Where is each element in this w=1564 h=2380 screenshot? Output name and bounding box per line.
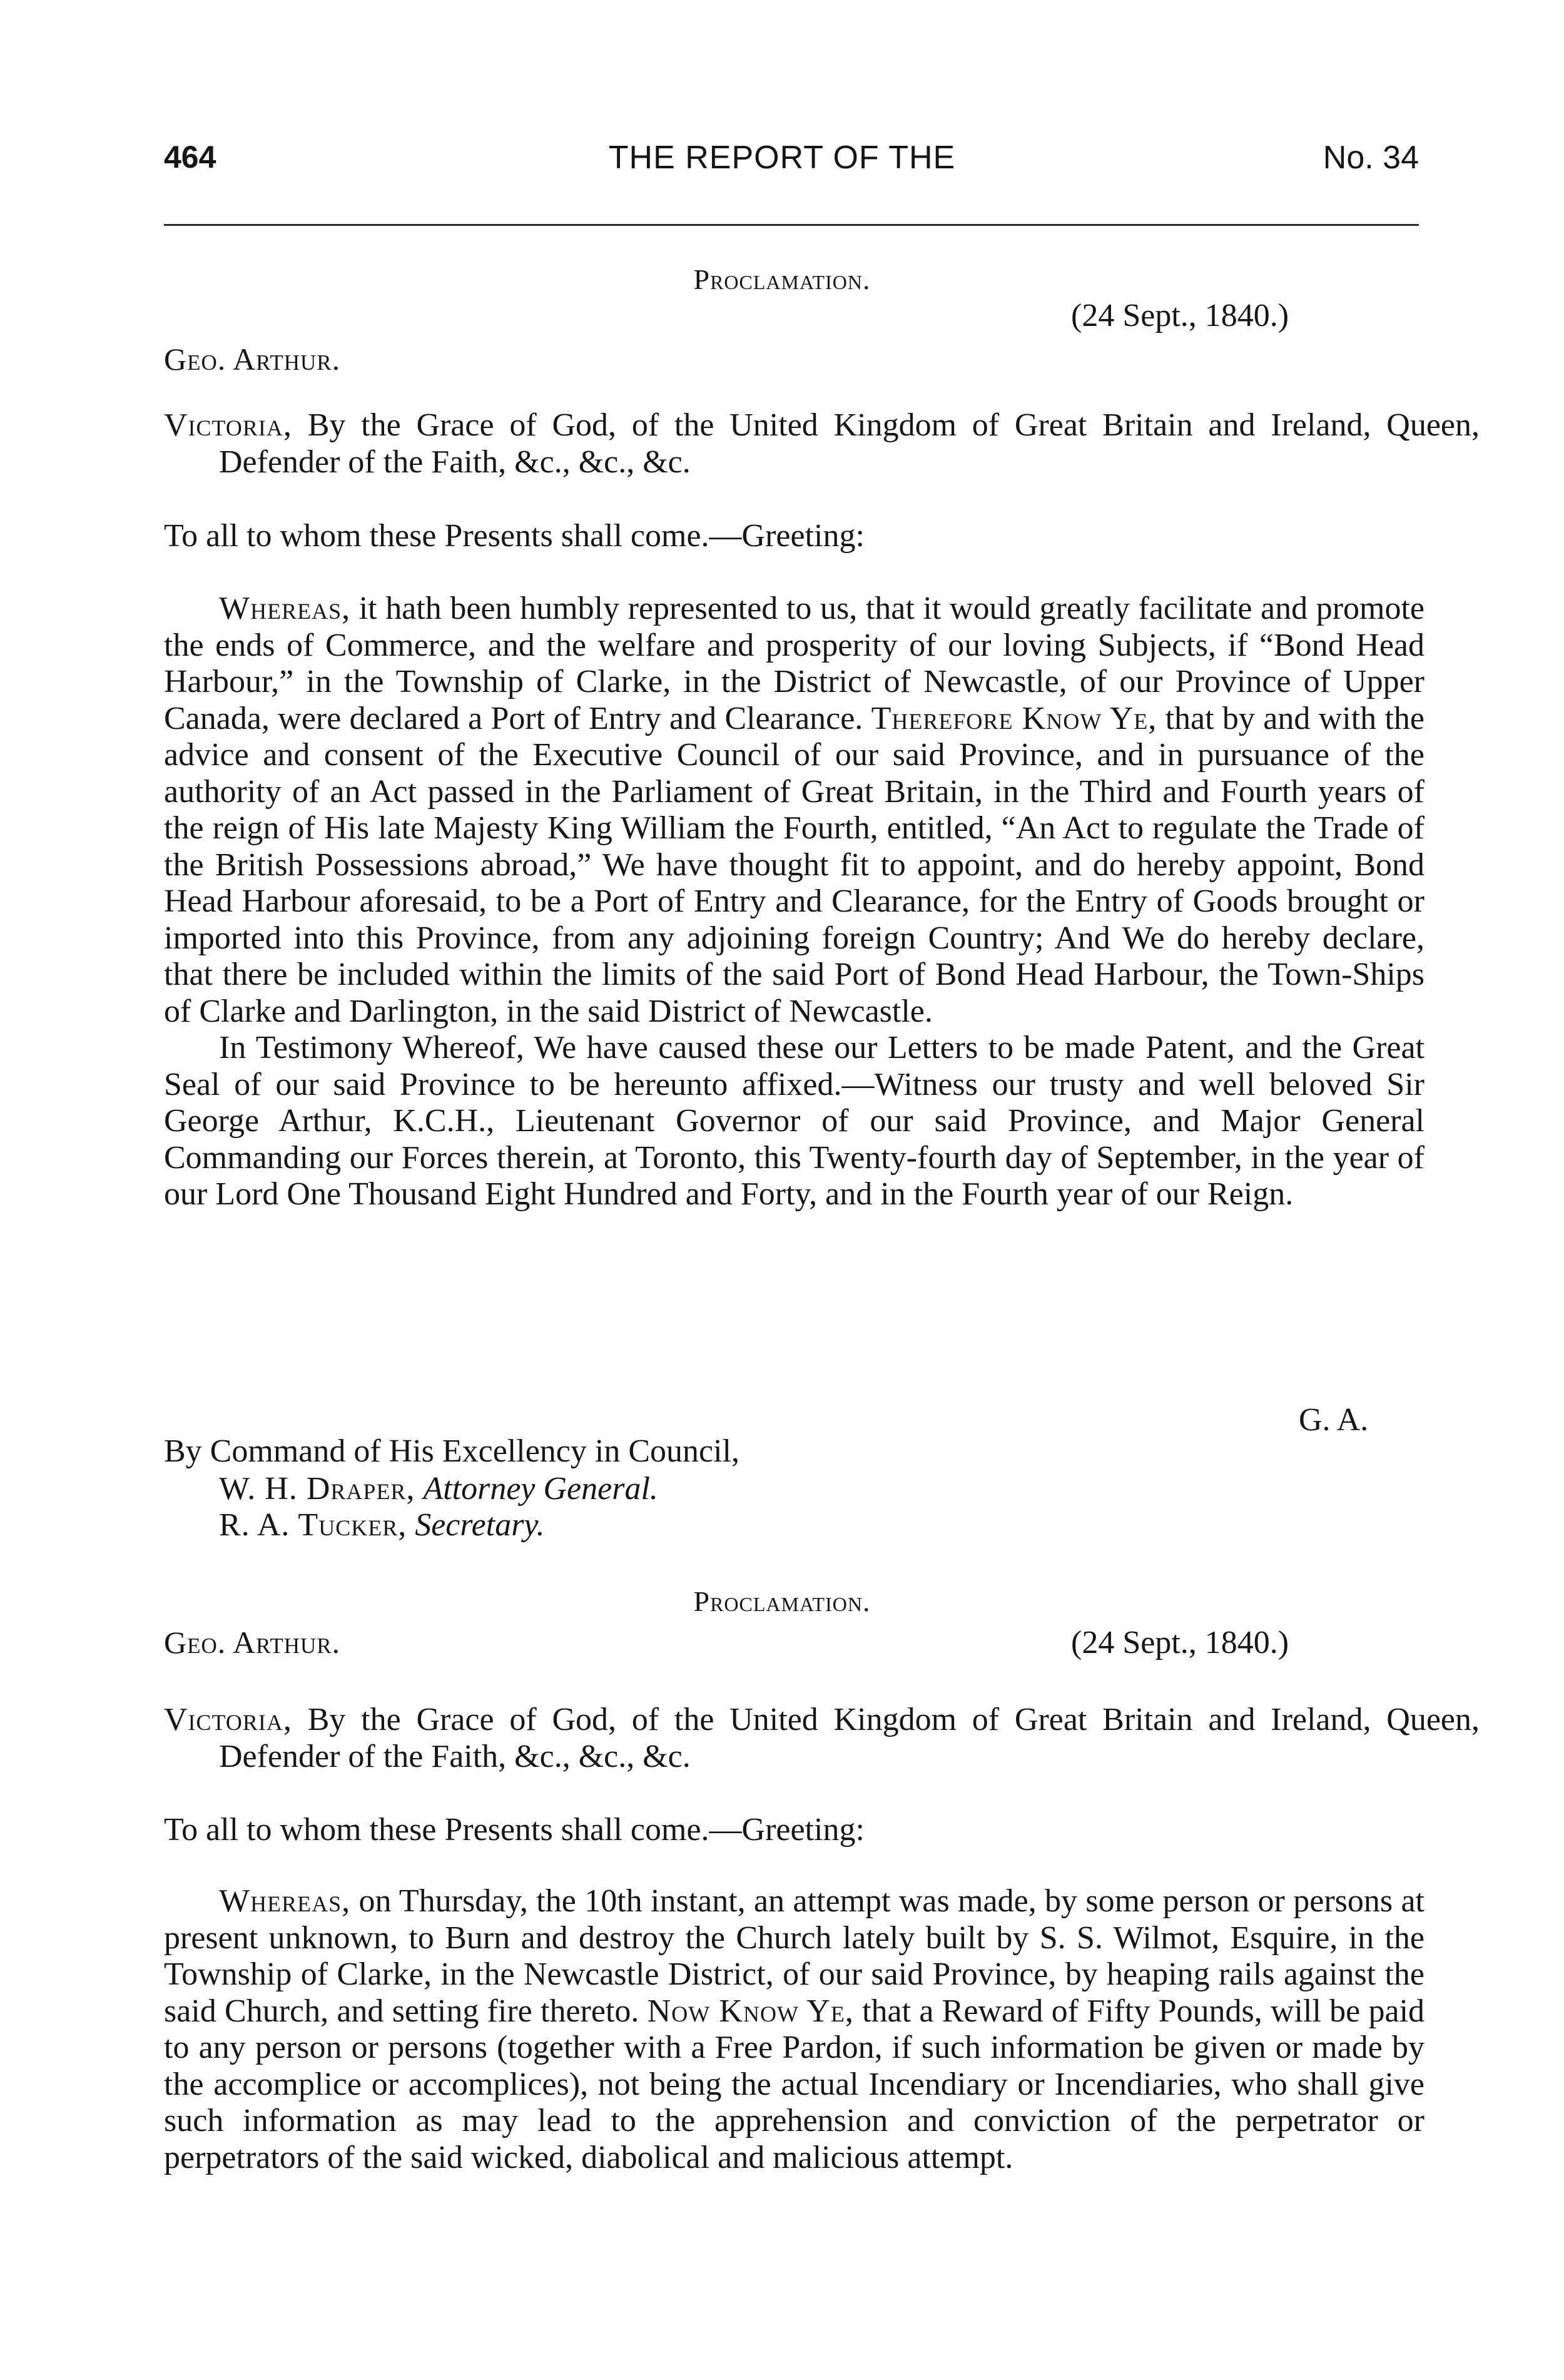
proclamation-2-date: (24 Sept., 1840.) — [1071, 1625, 1289, 1660]
proclamation-1-date: (24 Sept., 1840.) — [1071, 298, 1289, 333]
proclamation-1-heading: Proclamation. — [693, 263, 871, 295]
whereas-lead: Whereas, — [219, 591, 351, 626]
proclamation-2-signer: Geo. Arthur. — [164, 1625, 341, 1660]
whereas-lead: Whereas, — [219, 1883, 351, 1919]
proclamation-2-greeting: To all to whom these Presents shall come.—Greeting: — [164, 1812, 865, 1848]
royal-style-lead: Victoria, — [164, 1702, 292, 1737]
proclamation-1-signature-1 — [219, 1470, 658, 1507]
signature-1-title: Attorney General. — [423, 1471, 658, 1507]
whereas-text-b: that a Reward of Fifty Pounds, will be paid to any person or persons (together with a Free Pardon, if such information be given or made by the accomplice or accomplices), not being the actual Incendiary or Incendiaries, who shall give such information as may lead to the apprehension and conviction of the perpetrator or perpetrators of the said wicked, diabolical and malicious attempt. — [164, 1993, 1425, 2175]
proclamation-1-signer: Geo. Arthur. — [164, 342, 341, 377]
proclamation-1-body — [164, 591, 1424, 1213]
document-number: No. 34 — [1323, 140, 1419, 176]
header-rule — [164, 224, 1419, 226]
proclamation-1-royal-style — [164, 407, 1480, 481]
whereas-text-a: it hath been humbly represented to us, that it would greatly facilitate and promote the ends of Commerce, and the welfare and prosperity of our loving Subjects, if “Bond Head Harbour,” in the Township of Clarke, in the District of Newcastle, of our Province of Upper Canada, were declared a Port of Entry and Clearance. — [164, 591, 1425, 736]
proclamation-2-royal-style — [164, 1702, 1480, 1775]
signature-2-title: Secretary. — [415, 1507, 545, 1543]
page-number: 464 — [164, 140, 216, 175]
proclamation-2-heading: Proclamation. — [693, 1585, 871, 1617]
proclamation-1-greeting: To all to whom these Presents shall come.—Greeting: — [164, 518, 865, 554]
testimony-paragraph: In Testimony Whereof, We have caused these our Letters to be made Patent, and the Great Seal of our said Province to be hereunto affixed.—Witness our trusty and well beloved Sir George Arthur, K.C.H., Lieutenant Governor of our said Province, and Major General Commanding our Forces therein, at Toronto, this Twenty-fourth day of September, in the year of our Lord One Thousand Eight Hundred and Forty, and in the Fourth year of our Reign. — [164, 1030, 1424, 1212]
proclamation-1-command: By Command of His Excellency in Council, — [164, 1433, 739, 1469]
whereas-text-a: on Thursday, the 10th instant, an attempt was made, by some person or persons at present unknown, to Burn and destroy the Church lately built by S. S. Wilmot, Esquire, in the Township of Clarke, in the Newcastle District, of our said Province, by heaping rails against the said Church, and setting fire thereto. — [164, 1883, 1425, 2029]
signature-1-name: W. H. Draper, — [219, 1471, 415, 1507]
signature-2-name: R. A. Tucker, — [219, 1507, 407, 1543]
running-title: THE REPORT OF THE — [608, 140, 956, 176]
royal-style-text: By the Grace of God, of the United Kingdom of Great Britain and Ireland, Queen, Defender of the Faith, &c., &c., &c. — [219, 1702, 1480, 1774]
proclamation-2-body — [164, 1883, 1424, 2176]
proclamation-1-initials: G. A. — [1299, 1402, 1369, 1438]
running-head — [0, 139, 1564, 176]
royal-style-text: By the Grace of God, of the United Kingdom of Great Britain and Ireland, Queen, Defender of the Faith, &c., &c., &c. — [219, 407, 1480, 480]
royal-style-lead: Victoria, — [164, 407, 292, 443]
know-ye-lead: Now Know Ye, — [647, 1993, 854, 2029]
whereas-text-b: that by and with the advice and consent of the Executive Council of our said Province, and in pursuance of the authority of an Act passed in the Parliament of Great Britain, in the Third and Fourth years of the reign of His late Majesty King William the Fourth, entitled, “An Act to regulate the Trade of the British Possessions abroad,” We have thought fit to appoint, and do hereby appoint, Bond Head Harbour aforesaid, to be a Port of Entry and Clearance, for the Entry of Goods brought or imported into this Province, from any adjoining foreign Country; And We do hereby declare, that there be included within the limits of the said Port of Bond Head Harbour, the Town-Ships of Clarke and Darlington, in the said District of Newcastle. — [164, 700, 1425, 1029]
proclamation-1-signature-2 — [219, 1507, 545, 1543]
know-ye-lead: Therefore Know Ye, — [871, 700, 1157, 736]
